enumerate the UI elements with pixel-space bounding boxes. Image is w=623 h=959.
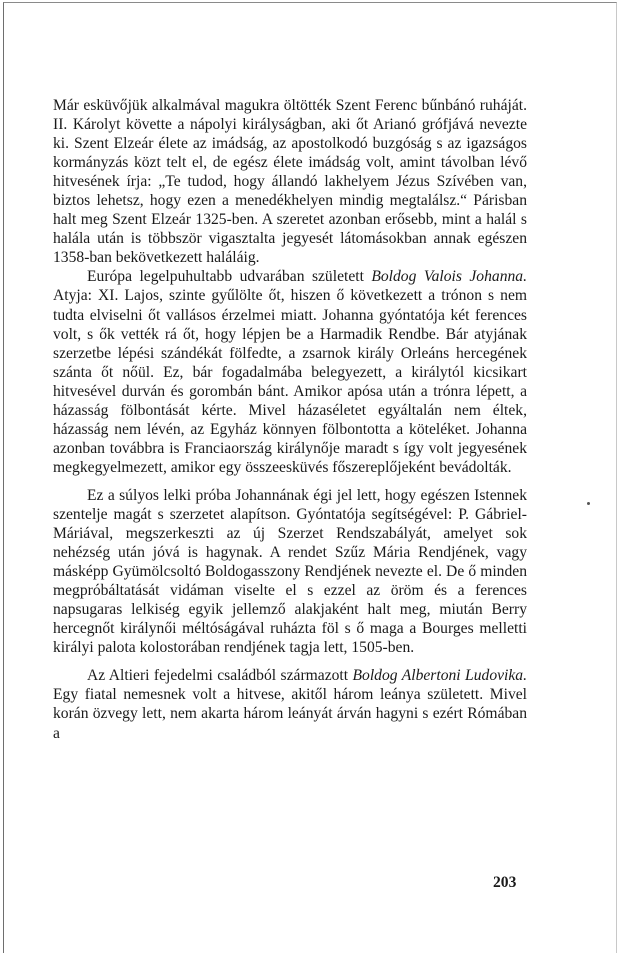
paragraph-4-italic-name: Boldog Albertoni Ludovika. [352,667,527,685]
paragraph-3-text: Ez a súlyos lelki próba Johannának égi jel lett, hogy egészen Istennek szentelje magát s szerzetet alapítson. Gyóntatója segítségével: P. Gábriel-Máriával, megszerkeszti az új Szerzet Rendszabályát, amelyet sok nehézség után jóvá is hagynak. A rendet Szűz Mária Rendjének, vagy másképp Gyümölcsoltó Boldogasszony Rendjének nevezte el. De ő minden megpróbáltatását vidáman viselte el s ezzel az öröm és a ferences napsugaras lelkiség egyik jellemző alakjaként halt meg, miután Berry hercegnőt királynői méltóságával ruházta föl s ő maga a Bourges melletti királyi palota kolostorában rendjének tagja lett, 1505-ben. [53,486,527,657]
paragraph-4-text-a: Az Altieri fejedelmi családból származott [87,667,353,685]
paragraph-2-text-b: Atyja: XI. Lajos, szinte gyűlölte őt, hiszen ő következett a trónon s nem tudta elviselni őt vallásos érzelmei miatt. Johanna gyóntatója két ferences volt, s ők vették rá őt, hogy lépjen be a Harmadik Rendbe. Bár atyjának szerzetbe lépési szándékát fölfedte, a zsarnok király Orleáns hercegének szánta őt nőül. Ez, bár fogadalmába belegyezett, a királytól kicsikart hitvesével durván és gorombán bánt. Amikor apósa után a trónra lépett, a házasság fölbontását kérte. Mivel házaséletet egyáltalán nem éltek, házasság nem lévén, az Egyház könnyen fölbontotta a köteléket. Johanna azonban továbbra is Franciaország királynője maradt s így volt jegyesének megkegyelmezett, amikor egy összeesküvés főszereplőjeként bevádolták. [53,287,527,476]
paragraph-2-italic-name: Boldog Valois Johanna. [371,268,527,286]
paragraph-4 [53,666,527,742]
paragraph-4-text-b: Egy fiatal nemesnek volt a hitvese, akitől három leánya született. Mivel korán özvegy lett, nem akarta három leányát árván hagyni s ezért Rómában a [53,686,527,742]
page-body [53,96,527,743]
paragraph-1-text: Már esküvőjük alkalmával magukra öltötték Szent Ferenc bűnbánó ruháját. II. Károlyt követte a nápolyi királyságban, aki őt Arianó grófjává nevezte ki. Szent Elzeár élete az imádság, az apostolkodó buzgóság s az igazságos kormányzás közt telt el, de egész élete imádság volt, amint távolban lévő hitvesének írja: „Te tudod, hogy állandó lakhelyem Jézus Szívében van, biztos lehetsz, hogy ezen a menedékhelyen mindig megtalálsz.“ Párisban halt meg Szent Elzeár 1325-ben. A szeretet azonban erősebb, mint a halál s halála után is többször vigasztalta jegyesét látomásokban annak egészen 1358-ban bekövetkezett haláláig. [53,97,527,267]
page-number: 203 [493,874,517,891]
paragraph-2 [53,267,527,477]
paragraph-1 [53,96,527,267]
paragraph-2-text-a: Európa legelpuhultabb udvarában született [87,268,372,286]
ink-speck [587,502,590,505]
paragraph-3 [53,486,527,657]
